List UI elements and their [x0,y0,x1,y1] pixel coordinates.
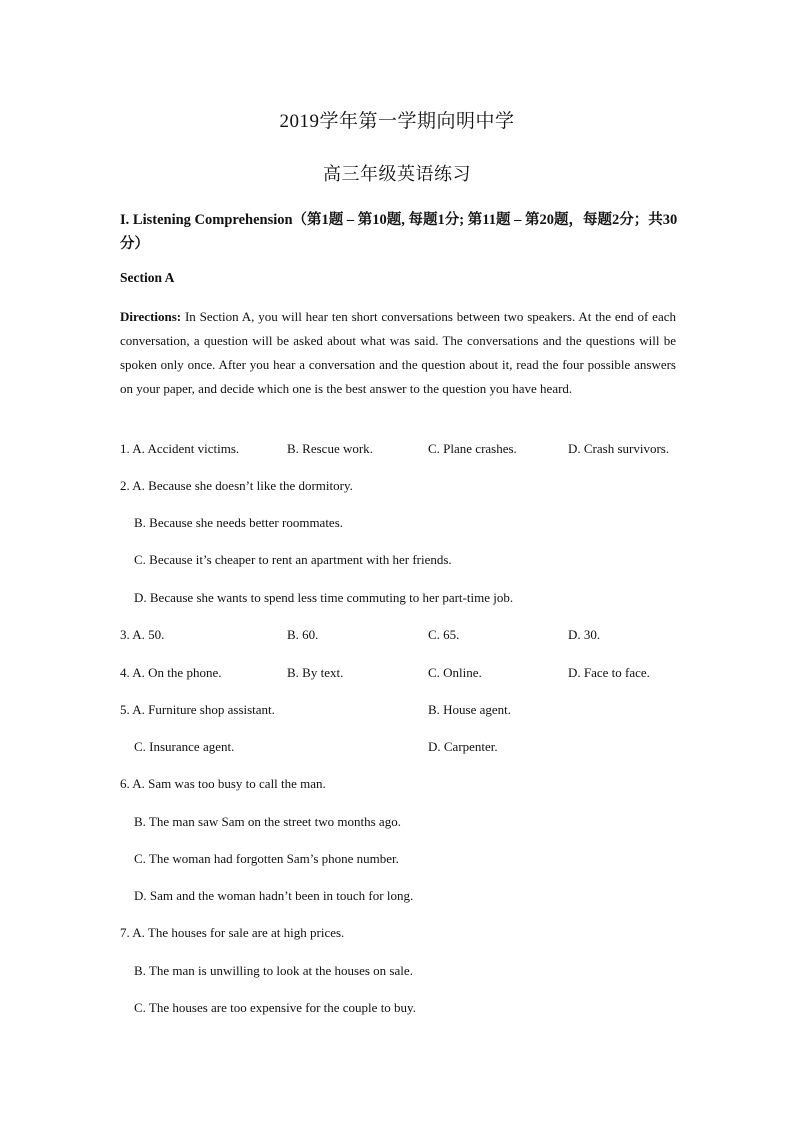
q4-option-c: C. Online. [428,665,482,680]
q2-option-a: 2. A. Because she doesn’t like the dormitory. [120,478,353,493]
q3-option-d: D. 30. [568,627,601,642]
q1-option-a: 1. A. Accident victims. [120,441,240,456]
q7-option-b: B. The man is unwilling to look at the houses on sale. [134,963,413,978]
q7-option-c: C. The houses are too expensive for the couple to buy. [134,1000,416,1015]
q5-option-a: 5. A. Furniture shop assistant. [120,702,275,717]
q5-option-b: B. House agent. [428,702,512,717]
q6-option-c: C. The woman had forgotten Sam’s phone number. [134,851,399,866]
q5-option-c: C. Insurance agent. [134,739,235,754]
q1-option-d: D. Crash survivors. [568,441,670,456]
q7-option-a: 7. A. The houses for sale are at high prices. [120,925,345,940]
q2-option-c: C. Because it’s cheaper to rent an apartment with her friends. [134,552,452,567]
q2-option-d: D. Because she wants to spend less time commuting to her part-time job. [134,590,514,605]
directions-label: Directions: [120,309,182,324]
q6-option-b: B. The man saw Sam on the street two months ago. [134,814,401,829]
directions-paragraph [120,305,676,401]
q1-option-b: B. Rescue work. [287,441,373,456]
q5-option-d: D. Carpenter. [428,739,498,754]
part-heading: I. Listening Comprehension（第1题 – 第10题, 每题1分; 第11题 – 第20题，每题2分；共30分） [120,212,678,252]
q6-option-d: D. Sam and the woman hadn’t been in touch for long. [134,888,414,903]
page-subtitle: 高三年级英语练习 [323,164,471,184]
q3-option-a: 3. A. 50. [120,627,165,642]
directions-text: In Section A, you will hear ten short conversations between two speakers. At the end of each conversation, a question will be asked about what was said. The conversations and the questions will be spoken only once. After you hear a conversation and the question about it, read the four possible answers on your paper, and decide which one is the best answer to the question you have heard. [120,309,676,396]
q2-option-b: B. Because she needs better roommates. [134,515,344,530]
q4-option-a: 4. A. On the phone. [120,665,222,680]
q3-option-c: C. 65. [428,627,460,642]
q6-option-a: 6. A. Sam was too busy to call the man. [120,776,326,791]
q4-option-b: B. By text. [287,665,344,680]
q1-option-c: C. Plane crashes. [428,441,517,456]
q3-option-b: B. 60. [287,627,319,642]
page-title: 2019学年第一学期向明中学 [279,111,515,132]
q4-option-d: D. Face to face. [568,665,650,680]
section-heading: Section A [120,270,175,285]
